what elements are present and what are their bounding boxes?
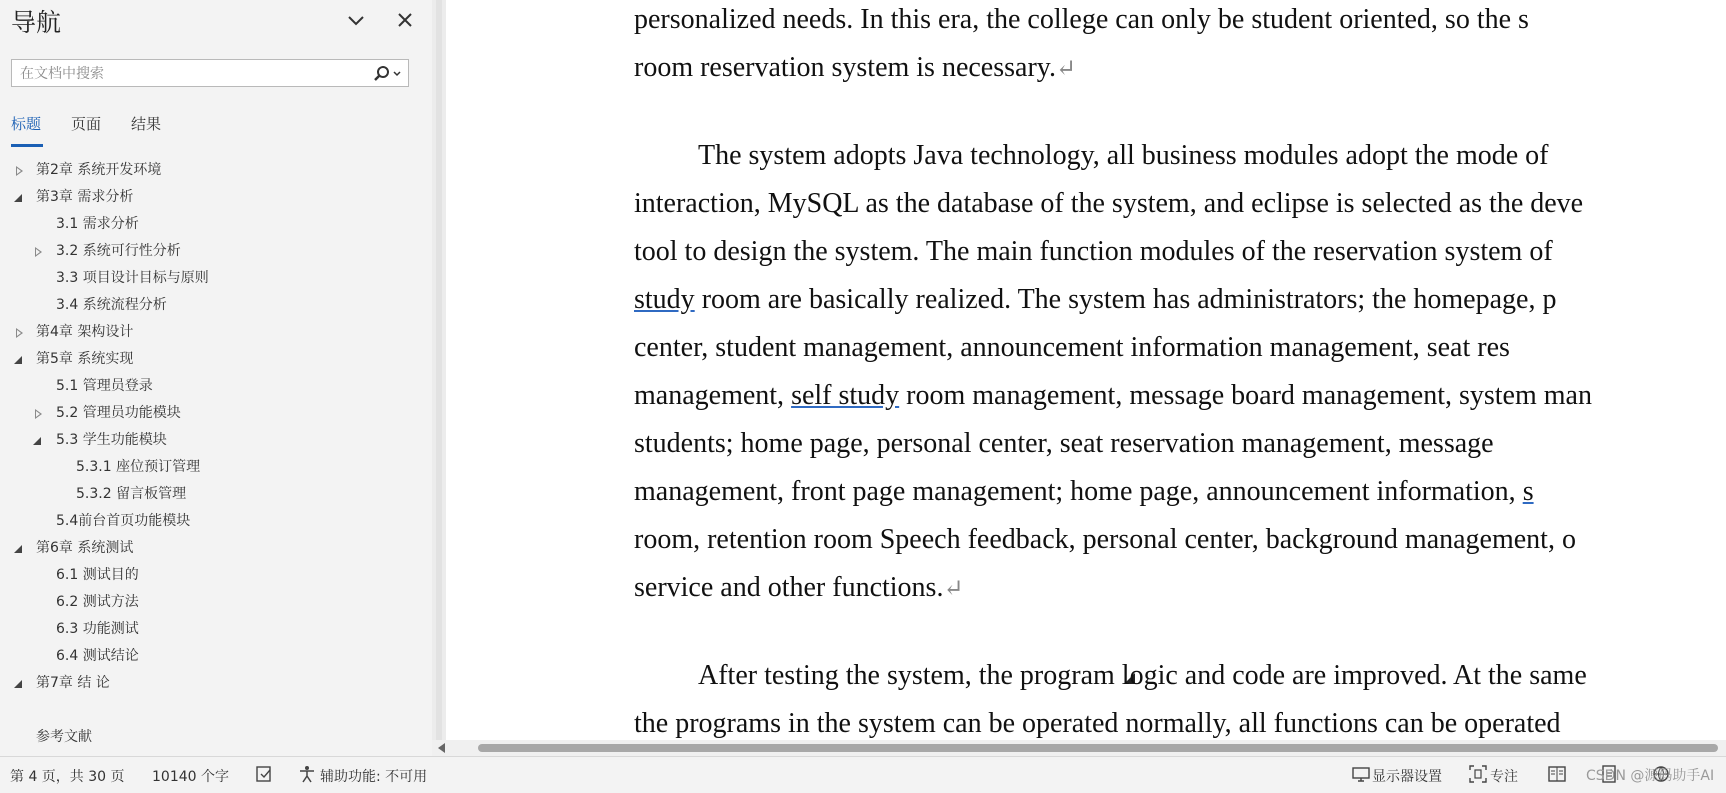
nav-heading-label: 第5章 系统实现 [36,351,134,367]
scrollbar-thumb[interactable] [478,744,1718,752]
display-settings-icon[interactable] [1352,765,1370,783]
document-text-line[interactable] [634,476,1534,508]
document-text-line[interactable] [634,236,1553,268]
nav-heading-label: 3.4 系统流程分析 [56,297,167,313]
nav-heading-item[interactable] [0,428,420,455]
document-area[interactable] [446,0,1726,740]
nav-heading-item[interactable] [0,563,420,590]
nav-heading-label: 6.3 功能测试 [56,621,139,637]
document-text-line[interactable] [698,140,1548,172]
nav-heading-item[interactable] [0,212,420,239]
text-run[interactable]: students; home page, personal center, seat reservation management, message [634,428,1494,459]
document-text-line[interactable] [698,660,1587,692]
document-text-line[interactable] [634,572,964,604]
expand-triangle-icon[interactable] [35,247,42,257]
nav-heading-label: 5.4前台首页功能模块 [56,513,191,529]
text-run[interactable]: The system adopts Java technology, all business modules adopt the mode of [698,140,1549,171]
nav-heading-label: 3.2 系统可行性分析 [56,243,181,259]
search-icon [370,64,404,84]
document-text-line[interactable] [634,428,1494,460]
close-icon[interactable] [393,8,417,32]
nav-heading-item[interactable] [0,266,420,293]
spellcheck-flagged-text[interactable]: study [634,284,695,315]
collapse-triangle-icon[interactable] [14,356,22,364]
nav-heading-label: 第6章 系统测试 [36,540,134,556]
active-tab-indicator [11,144,43,147]
nav-heading-item[interactable] [0,239,420,266]
nav-heading-item[interactable] [0,671,420,698]
text-run[interactable]: management, [634,380,792,411]
horizontal-scrollbar[interactable] [432,740,1726,756]
page-count[interactable]: 第 4 页，共 30 页 [10,769,125,785]
text-run[interactable]: interaction, MySQL as the database of the system, and eclipse is selected as the deve [634,188,1584,219]
collapse-triangle-icon[interactable] [14,545,22,553]
pane-divider[interactable] [432,0,446,756]
nav-heading-label: 3.3 项目设计目标与原则 [56,270,209,286]
nav-heading-label: 参考文献 [36,729,92,745]
text-run[interactable]: After testing the system, the program logic and code are improved. At the same [698,660,1587,691]
tab-results[interactable]: 结果 [131,115,162,133]
nav-heading-item[interactable] [0,536,420,563]
document-text-line[interactable] [634,524,1576,556]
word-count[interactable]: 10140 个字 [152,769,229,785]
watermark-text: CSDN @源码助手AI [1586,768,1715,784]
nav-heading-label: 6.1 测试目的 [56,567,139,583]
nav-heading-label: 第2章 系统开发环境 [36,162,162,178]
document-text-line[interactable] [634,380,1592,412]
proofing-book-icon[interactable] [255,765,273,783]
scroll-left-icon[interactable] [438,743,445,753]
document-page[interactable] [446,0,1726,740]
tab-headings[interactable]: 标题 [11,115,42,133]
text-run[interactable]: center, student management, announcement information management, seat res [634,332,1510,363]
nav-options-chevron-icon[interactable] [344,8,368,32]
read-mode-icon[interactable] [1548,765,1566,783]
document-text-line[interactable] [634,284,1556,316]
nav-heading-item[interactable] [0,185,420,212]
text-run[interactable]: management, front page management; home page, announcement information, [634,476,1523,507]
collapse-triangle-icon[interactable] [14,194,22,202]
nav-heading-item[interactable] [0,617,420,644]
nav-heading-label: 第7章 结 论 [36,675,110,691]
navigation-pane [0,0,432,756]
nav-heading-item[interactable] [0,401,420,428]
focus-button[interactable]: 专注 [1490,769,1518,785]
pane-divider-handle[interactable] [436,0,442,756]
nav-heading-item[interactable] [0,158,420,185]
text-run[interactable]: personalized needs. In this era, the college can only be student oriented, so the s [634,4,1529,35]
collapse-triangle-icon[interactable] [14,680,22,688]
nav-heading-item[interactable] [0,320,420,347]
document-text-line[interactable] [634,188,1583,220]
document-text-line[interactable] [634,4,1529,36]
text-run[interactable]: the programs in the system can be operated normally, all functions can be operated [634,708,1561,739]
expand-triangle-icon[interactable] [35,409,42,419]
nav-heading-label: 6.4 测试结论 [56,648,139,664]
spellcheck-flagged-text[interactable]: s [1522,476,1534,507]
nav-heading-item[interactable] [0,644,420,671]
accessibility-icon[interactable] [298,765,316,783]
nav-heading-label: 3.1 需求分析 [56,216,139,232]
nav-title: 导航 [11,8,62,37]
document-text-line[interactable] [634,332,1510,364]
nav-heading-item[interactable] [0,293,420,320]
nav-heading-item[interactable] [0,374,420,401]
nav-heading-label: 5.3 学生功能模块 [56,432,167,448]
nav-heading-label: 第3章 需求分析 [36,189,134,205]
nav-spacer [0,698,420,725]
paragraph-mark: ↵ [1055,56,1077,82]
text-run[interactable]: tool to design the system. The main function modules of the reservation system of [634,236,1553,267]
nav-heading-label: 5.2 管理员功能模块 [56,405,181,421]
text-run[interactable]: room management, message board management, system man [899,380,1592,411]
expand-triangle-icon[interactable] [16,166,23,176]
nav-heading-item[interactable] [0,482,420,509]
expand-triangle-icon[interactable] [16,328,23,338]
search-box [11,59,409,87]
search-input[interactable] [18,63,372,85]
focus-icon[interactable] [1469,765,1487,783]
text-run[interactable]: service and other functions. [634,572,944,603]
nav-heading-label: 5.3.1 座位预订管理 [76,459,201,475]
accessibility-status[interactable]: 辅助功能: 不可用 [320,769,428,785]
nav-heading-label: 5.1 管理员登录 [56,378,153,394]
nav-heading-label: 5.3.2 留言板管理 [76,486,187,502]
text-run[interactable]: room, retention room Speech feedback, personal center, background management, o [634,524,1576,555]
nav-heading-item[interactable] [0,725,420,752]
nav-heading-label: 第4章 架构设计 [36,324,134,340]
status-bar [0,756,1726,793]
collapse-triangle-icon[interactable] [33,437,41,445]
nav-heading-item[interactable] [0,347,420,374]
search-button[interactable] [370,64,404,84]
text-run[interactable]: room reservation system is necessary. [634,52,1056,83]
nav-heading-label: 6.2 测试方法 [56,594,139,610]
nav-heading-item[interactable] [0,509,420,536]
nav-heading-item[interactable] [0,455,420,482]
spellcheck-flagged-text[interactable]: self study [791,380,900,411]
text-run[interactable]: room are basically realized. The system has administrators; the homepage, p [694,284,1557,315]
nav-heading-item[interactable] [0,590,420,617]
display-settings-button[interactable]: 显示器设置 [1372,769,1442,785]
document-text-line[interactable] [634,708,1561,740]
paragraph-mark: ↵ [943,576,964,602]
tab-pages[interactable]: 页面 [71,115,102,133]
document-text-line[interactable] [634,52,1076,84]
